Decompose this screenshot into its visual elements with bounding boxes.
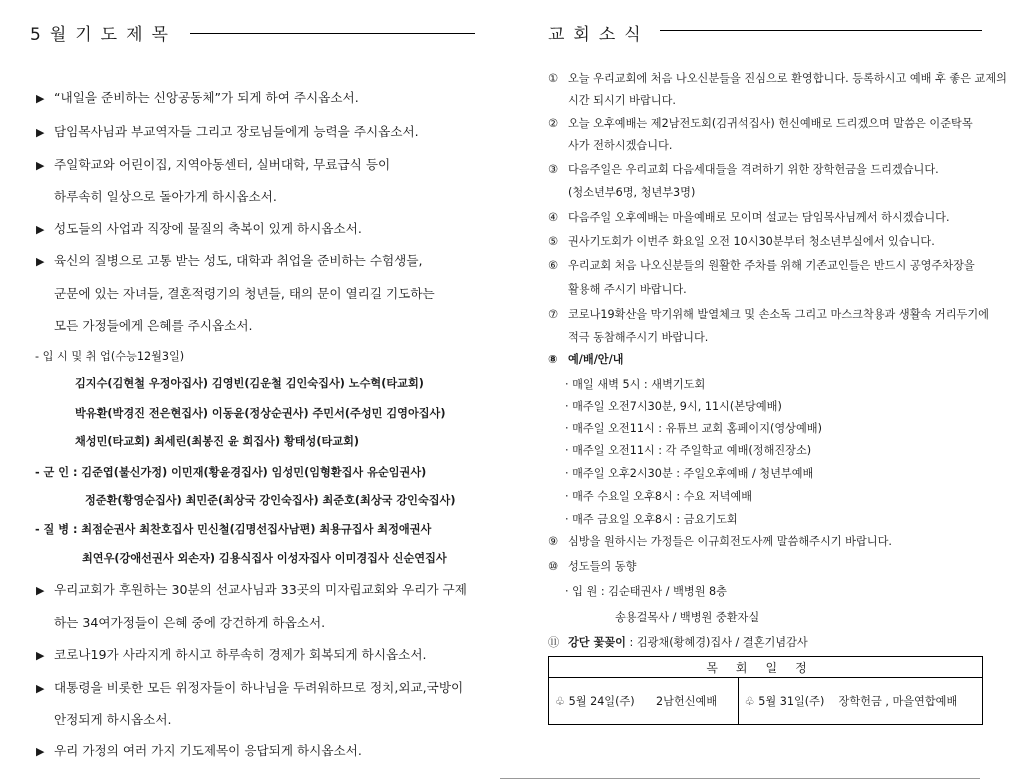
notice-cont: 사가 전하시겠습니다. (568, 139, 673, 152)
notice: ⑦ 코로나19확산을 막기위해 발열체크 및 손소독 그리고 마스크착용과 생활속 거리두기에 (548, 308, 989, 321)
exam-line: 채성민(타교회) 최세린(최봉진 윤 희집사) 황태성(타교회) (75, 435, 360, 448)
hospital-line: 송용걸목사 / 백병원 중환자실 (615, 611, 760, 624)
footer-rule (500, 778, 980, 779)
flower-line: ⑪ 강단 꽃꽂이 : 김광채(황혜경)집사 / 결혼기념감사 (548, 636, 808, 649)
notice: ⑥ 우리교회 처음 나오신분들의 원활한 주차를 위해 기존교인들은 반드시 공영주차장을 (548, 259, 975, 272)
prayer-title-rule (190, 33, 475, 34)
prayer-item: ▶ 대통령을 비롯한 모든 위정자들이 하나님을 두려워하므로 정치,외교,국방이 (36, 680, 464, 695)
news-title: 교회소식 (548, 25, 650, 45)
worship-item: · 매주일 오후2시30분 : 주일오후예배 / 청년부예배 (565, 467, 814, 480)
visit-notice: ⑨ 심방을 원하시는 가정들은 이규희전도사께 말씀해주시기 바랍니다. (548, 535, 892, 548)
prayer-item: ▶ 성도들의 사업과 직장에 물질의 축복이 있게 하시옵소서. (36, 221, 362, 236)
notice-cont: 적극 동참해주시기 바랍니다. (568, 331, 709, 344)
worship-item: · 매주일 오전11시 : 각 주일학교 예배(정해진장소) (565, 444, 812, 457)
prayer-item: ▶ 우리교회가 후원하는 30분의 선교사님과 33곳의 미자립교회와 우리가 구제 (36, 582, 467, 597)
prayer-item-cont: 군문에 있는 자녀들, 결혼적령기의 청년들, 태의 문이 열리길 기도하는 (54, 286, 435, 301)
prayer-item: ▶ 육신의 질병으로 고통 받는 성도, 대학과 취업을 준비하는 수험생들, (36, 253, 423, 268)
schedule-event: 2남헌신예배 (656, 695, 718, 708)
clover-icon: ♧ (555, 695, 566, 708)
worship-item: · 매주 수요일 오후8시 : 수요 저녁예배 (565, 490, 753, 503)
notice-cont: (청소년부6명, 청년부3명) (568, 186, 696, 199)
notice: ③ 다음주일은 우리교회 다음세대들을 격려하기 위한 장학헌금을 드리겠습니다. (548, 163, 939, 176)
exam-label: - 입 시 및 취 업(수능12월3일) (35, 350, 185, 363)
notice-cont: 활용해 주시기 바랍니다. (568, 283, 687, 296)
prayer-item-cont: 모든 가정들에게 은혜를 주시옵소서. (54, 318, 253, 333)
news-members-title: ⑩ 성도들의 동향 (548, 560, 637, 573)
schedule-date: 5월 31일(주) (758, 695, 825, 708)
prayer-item: ▶ “내일을 준비하는 신앙공동체”가 되게 하여 주시옵소서. (36, 90, 359, 105)
prayer-item: ▶ 코로나19가 사라지게 하시고 하루속히 경제가 회복되게 하시옵소서. (36, 647, 427, 662)
exam-line: 박유환(박경진 전은현집사) 이동윤(정상순권사) 주민서(주성민 김영아집사) (75, 407, 446, 420)
hospital-line: · 입 원 : 김순태권사 / 백병원 8층 (565, 585, 727, 598)
worship-item: · 매일 새벽 5시 : 새벽기도회 (565, 378, 706, 391)
prayer-item-cont: 하루속히 일상으로 돌아가게 하시옵소서. (54, 189, 277, 204)
prayer-item: ▶ 담임목사님과 부교역자들 그리고 장로님들에게 능력을 주시옵소서. (36, 124, 419, 139)
exam-line: 김지수(김현철 우정아집사) 김영빈(김운철 김인숙집사) 노수혁(타교회) (75, 377, 424, 390)
schedule-cell (549, 678, 739, 725)
notice: ② 오늘 오후예배는 제2남전도회(김귀석집사) 헌신예배로 드리겠으며 말씀은 이준탁목 (548, 117, 973, 130)
prayer-item-cont: 안정되게 하시옵소서. (54, 712, 172, 727)
prayer-title: 5월기도제목 (30, 25, 177, 45)
notice: ① 오늘 우리교회에 처음 나오신분들을 진심으로 환영합니다. 등록하시고 예배 후 좋은 교제의 (548, 72, 1007, 85)
notice: ⑤ 권사기도회가 이번주 화요일 오전 10시30분부터 청소년부실에서 있습니다. (548, 235, 935, 248)
schedule-event: 장학헌금 , 마을연합예배 (838, 695, 958, 708)
schedule-date: 5월 24일(주) (568, 695, 635, 708)
prayer-item: ▶ 우리 가정의 여러 가지 기도제목이 응답되게 하시옵소서. (36, 743, 362, 758)
prayer-item-cont: 하는 34여가정들이 은혜 중에 강건하게 하옵소서. (54, 615, 326, 630)
clover-icon: ♧ (744, 695, 755, 708)
notice-cont: 시간 되시기 바랍니다. (568, 94, 676, 107)
worship-item: · 매주일 오전7시30분, 9시, 11시(본당예배) (565, 400, 782, 413)
worship-title: ⑧ 예/배/안/내 (548, 353, 624, 366)
schedule-cell (738, 678, 982, 725)
schedule-title: 목회일정 (549, 657, 983, 678)
notice: ④ 다음주일 오후예배는 마을예배로 모이며 설교는 담임목사님께서 하시겠습니다. (548, 211, 950, 224)
military-line: 정준환(황영순집사) 최민준(최상국 강인숙집사) 최준호(최상국 강인숙집사) (85, 494, 456, 507)
schedule-table (548, 656, 983, 725)
prayer-item: ▶ 주일학교와 어린이집, 지역아동센터, 실버대학, 무료급식 등이 (36, 157, 391, 172)
news-title-rule (660, 30, 982, 31)
military-line: - 군 인 : 김준엽(불신가정) 이민재(황윤경집사) 임성민(임형환집사 유순임권사) (35, 466, 427, 479)
worship-item: · 매주일 오전11시 : 유튜브 교회 홈페이지(영상예배) (565, 422, 822, 435)
sick-line: - 질 병 : 최점순권사 최찬호집사 민신철(김명선집사남편) 최용규집사 최정애권사 (35, 523, 432, 536)
sick-line: 최연우(강애선권사 외손자) 김용식집사 이성자집사 이미경집사 신순연집사 (82, 552, 447, 565)
worship-item: · 매주 금요일 오후8시 : 금요기도회 (565, 513, 738, 526)
